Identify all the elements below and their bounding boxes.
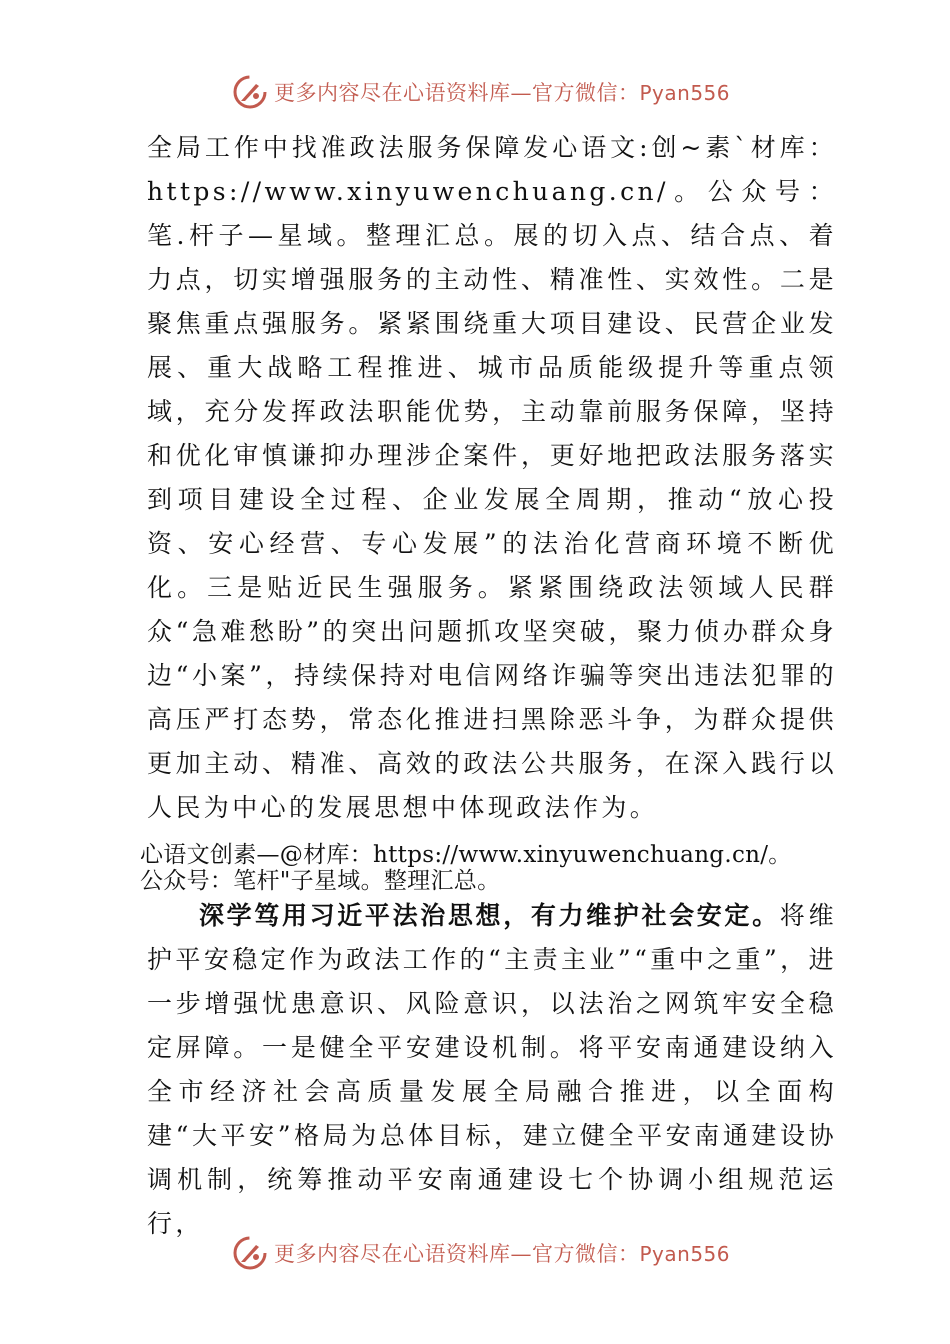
banner-account: Pyan556 [639,1242,731,1266]
header-banner [232,72,732,112]
footer-banner [232,1233,732,1273]
quill-logo-icon [232,74,268,110]
paragraph-body: 将维护平安稳定作为政法工作的“主责主业”“重中之重”，进一步增强忧患意识、风险意识，以法治之网筑牢安全稳定屏障。一是健全平安建设机制。将平安南通建设纳入全市经济社会高质量发展全局融合推进，以全面构建“大平安”格局为总体目标，建立健全平安南通建设协调机制，统筹推动平安南通建设七个协调小组规范运行， [147,901,837,1238]
watermark-line-1: 心语文创素—@材库：https://www.xinyuwenchuang.cn/。 [140,842,792,868]
watermark-line-2: 公众号：笔杆"子星域。整理汇总。 [140,868,501,894]
paragraph-heading: 深学笃用习近平法治思想，有力维护社会安定。 [199,901,780,930]
banner-text: 更多内容尽在心语资料库—官方微信：Pyan556 [274,1242,731,1266]
quill-logo-icon [232,1235,268,1271]
body-paragraph-1: 全局工作中找准政法服务保障发心语文:创~素`材库：https://www.xinyuwenchuang.cn/。公众号：笔.杆子—星域。整理汇总。展的切入点、结合点、着力点，切实增强服务的主动性、精准性、实效性。二是聚焦重点强服务。紧紧围绕重大项目建设、民营企业发展、重大战略工程推进、城市品质能级提升等重点领域，充分发挥政法职能优势，主动靠前服务保障，坚持和优化审慎谦抑办理涉企案件，更好地把政法服务落实到项目建设全过程、企业发展全周期，推动“放心投资、安心经营、专心发展”的法治化营商环境不断优化。三是贴近民生强服务。紧紧围绕政法领域人民群众“急难愁盼”的突出问题抓攻坚突破，聚力侦办群众身边“小案”，持续保持对电信网络诈骗等突出违法犯罪的高压严打态势，常态化推进扫黑除恶斗争，为群众提供更加主动、精准、高效的政法公共服务，在深入践行以人民为中心的发展思想中体现政法作为。 [147,133,837,822]
banner-text: 更多内容尽在心语资料库—官方微信：Pyan556 [274,81,731,105]
body-paragraph-2 [147,894,837,1246]
watermark-text [140,842,840,894]
banner-account: Pyan556 [639,81,731,105]
